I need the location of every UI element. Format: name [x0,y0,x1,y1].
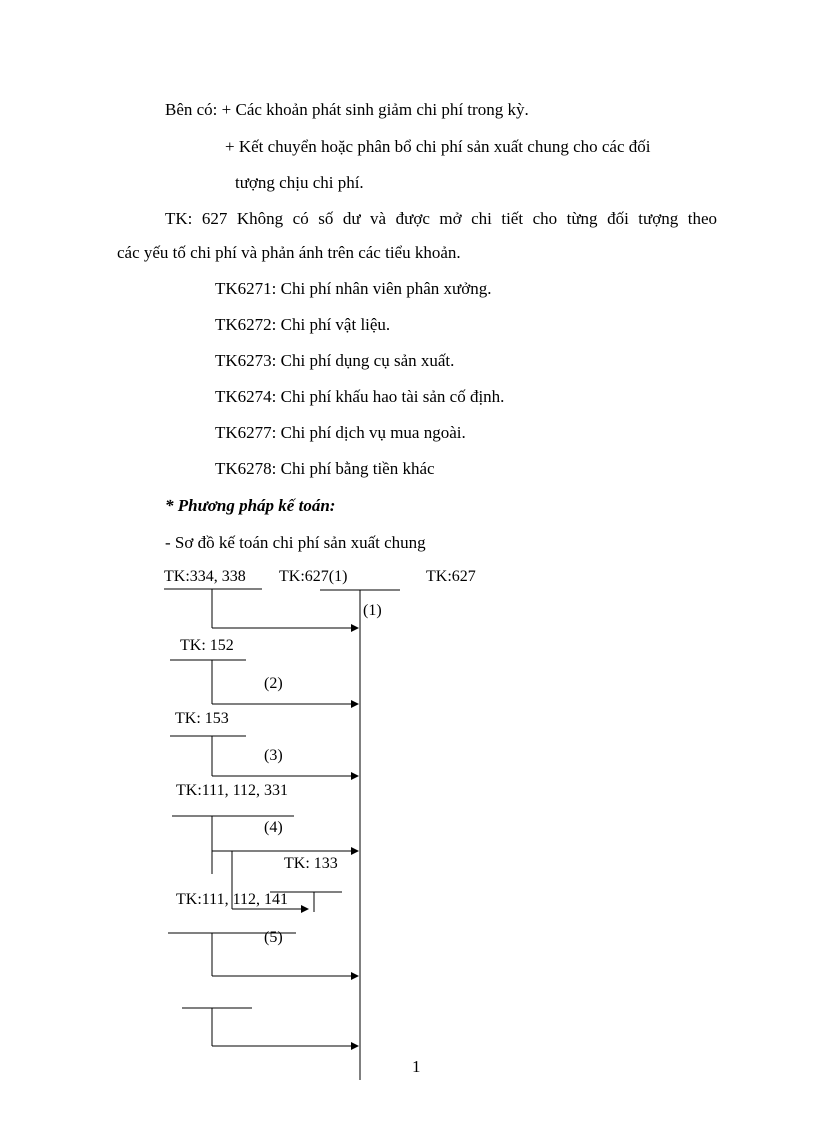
account-item: TK6273: Chi phí dụng cụ sản xuất. [215,351,455,370]
account-item: TK6272: Chi phí vật liệu. [215,315,391,334]
tk627-label: TK:627 [426,568,476,585]
account-item: TK6274: Chi phí khấu hao tài sản cố định. [215,387,505,406]
tk627-description-cont: các yếu tố chi phí và phản ánh trên các tiểu khoản. [117,243,461,262]
account-item: TK6278: Chi phí bằng tiền khác [215,459,435,478]
tk111b-label: TK:111, 112, 141 [176,891,288,908]
account-item: TK6277: Chi phí dịch vụ mua ngoài. [215,423,466,442]
tk627-1-label: TK:627(1) [279,568,348,585]
step-1-label: (1) [363,602,382,619]
tk153-label: TK: 153 [175,710,229,727]
transfer-allocation-line-cont: tượng chịu chi phí. [235,173,364,192]
account-item: TK6271: Chi phí nhân viên phân xưởng. [215,279,492,298]
tk111a-label: TK:111, 112, 331 [176,782,288,799]
method-heading: * Phương pháp kế toán: [165,496,336,515]
diagram-caption: - Sơ đồ kế toán chi phí sản xuất chung [165,533,426,552]
tk152-label: TK: 152 [180,637,234,654]
step-3-label: (3) [264,747,283,764]
step-4-label: (4) [264,819,283,836]
transfer-allocation-line: + Kết chuyển hoặc phân bổ chi phí sản xuất chung cho các đối [225,137,651,156]
page-number: 1 [412,1057,421,1076]
tk627-description: TK: 627 Không có số dư và được mở chi tiết cho từng đối tượng theo [165,209,717,228]
step-2-label: (2) [264,675,283,692]
step-5-label: (5) [264,929,283,946]
credit-side-line: Bên có: + Các khoản phát sinh giảm chi phí trong kỳ. [165,100,529,119]
tk133-label: TK: 133 [284,855,338,872]
tk334-label: TK:334, 338 [164,568,246,585]
